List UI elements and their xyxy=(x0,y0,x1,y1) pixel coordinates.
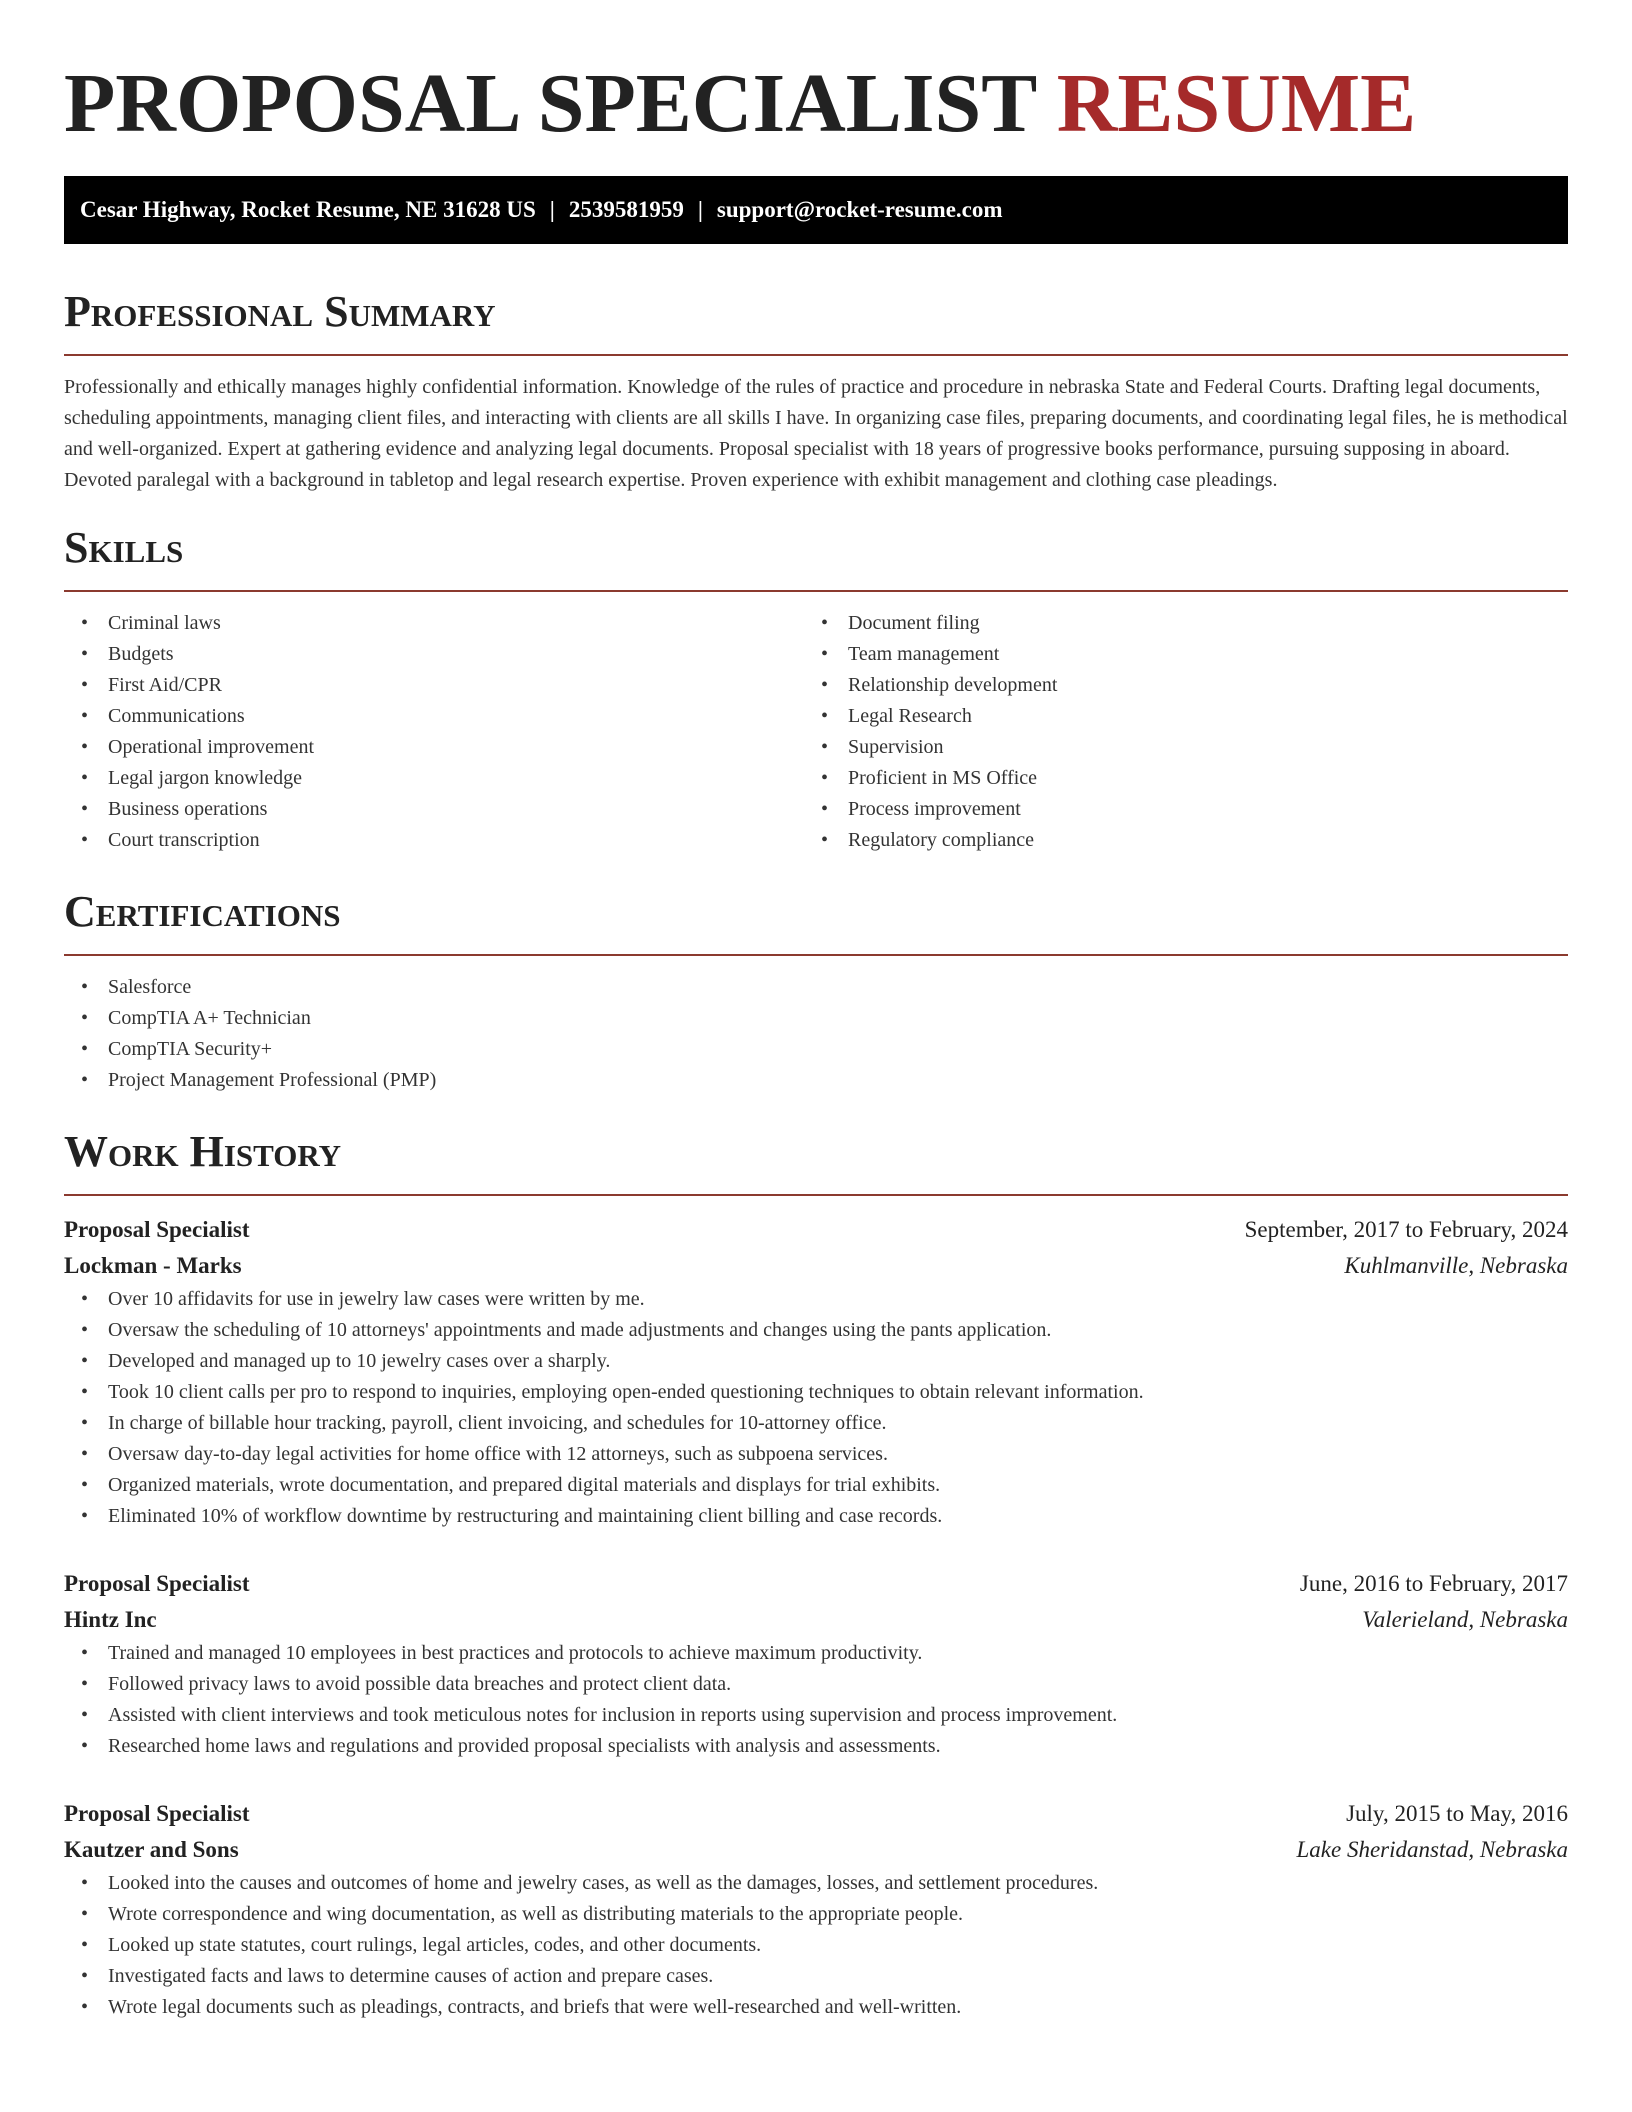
job-bullet-text: Wrote legal documents such as pleadings, contracts, and briefs that were well-researched and well-written. xyxy=(108,1996,962,2018)
list-item xyxy=(64,1470,1568,1501)
bullet-icon: • xyxy=(81,1996,89,2018)
job-bullets xyxy=(64,1284,1568,1532)
skill-label: Budgets xyxy=(108,643,174,665)
bullet-icon: • xyxy=(81,1474,89,1496)
certification-label: Project Management Professional (PMP) xyxy=(108,1069,437,1091)
bullet-icon: • xyxy=(81,1735,89,1757)
job-header-row xyxy=(64,1796,1568,1832)
job-dates: June, 2016 to February, 2017 xyxy=(1299,1571,1568,1596)
job-bullet-text: Looked into the causes and outcomes of home and jewelry cases, as well as the damages, losses, and settlement procedures. xyxy=(108,1872,1099,1894)
skill-label: Supervision xyxy=(848,736,944,758)
list-item xyxy=(64,1868,1568,1899)
list-item xyxy=(64,1439,1568,1470)
job-bullets xyxy=(64,1638,1568,1762)
job-bullet-text: Trained and managed 10 employees in best practices and protocols to achieve maximum productivity. xyxy=(108,1642,923,1664)
job-title: Proposal Specialist xyxy=(64,1801,250,1826)
bullet-icon: • xyxy=(81,1934,89,1956)
job-bullet-text: Wrote correspondence and wing documentation, as well as distributing materials to the appropriate people. xyxy=(108,1903,964,1925)
contact-bar xyxy=(64,176,1568,244)
skill-label: Legal jargon knowledge xyxy=(108,767,303,789)
bullet-icon: • xyxy=(81,798,89,820)
job-location: Kuhlmanville, Nebraska xyxy=(1344,1253,1568,1278)
skill-label: Business operations xyxy=(108,798,268,820)
bullet-icon: • xyxy=(81,1412,89,1434)
section-heading-skills: Skills xyxy=(64,523,184,572)
contact-phone: 2539581959 xyxy=(568,197,684,222)
skills-list xyxy=(804,608,1544,856)
list-item xyxy=(64,972,1568,1003)
list-item xyxy=(64,1501,1568,1532)
list-item xyxy=(64,701,804,732)
bullet-icon: • xyxy=(821,736,829,758)
section-heading-summary: Professional Summary xyxy=(64,287,496,336)
bullet-icon: • xyxy=(821,643,829,665)
list-item xyxy=(64,1034,1568,1065)
bullet-icon: • xyxy=(81,1007,89,1029)
skill-label: Criminal laws xyxy=(108,612,221,634)
bullet-icon: • xyxy=(81,1965,89,1987)
list-item xyxy=(64,1408,1568,1439)
bullet-icon: • xyxy=(81,736,89,758)
bullet-icon: • xyxy=(81,1288,89,1310)
list-item xyxy=(64,670,804,701)
list-item xyxy=(64,825,804,856)
list-item xyxy=(64,1346,1568,1377)
job-bullet-text: Oversaw the scheduling of 10 attorneys' appointments and made adjustments and changes using the pants application. xyxy=(108,1319,1052,1341)
bullet-icon: • xyxy=(821,798,829,820)
skill-label: Document filing xyxy=(848,612,980,634)
job-bullet-text: In charge of billable hour tracking, payroll, client invoicing, and schedules for 10-attorney office. xyxy=(108,1412,887,1434)
bullet-icon: • xyxy=(81,1642,89,1664)
list-item xyxy=(804,639,1544,670)
job-title: Proposal Specialist xyxy=(64,1217,250,1242)
bullet-icon: • xyxy=(81,1319,89,1341)
bullet-icon: • xyxy=(81,612,89,634)
skills-column-left xyxy=(64,608,804,856)
contact-address: Cesar Highway, Rocket Resume, NE 31628 US xyxy=(80,197,536,222)
job-bullet-text: Over 10 affidavits for use in jewelry law cases were written by me. xyxy=(108,1288,645,1310)
list-item xyxy=(804,670,1544,701)
job-subheader-row xyxy=(64,1248,1568,1284)
list-item xyxy=(64,1669,1568,1700)
job-company: Kautzer and Sons xyxy=(64,1837,239,1862)
list-item xyxy=(64,1700,1568,1731)
bullet-icon: • xyxy=(81,1505,89,1527)
skill-label: Relationship development xyxy=(848,674,1058,696)
bullet-icon: • xyxy=(81,1704,89,1726)
list-item xyxy=(64,639,804,670)
job-location: Valerieland, Nebraska xyxy=(1362,1607,1568,1632)
list-item xyxy=(64,1899,1568,1930)
bullet-icon: • xyxy=(81,1381,89,1403)
skill-label: Team management xyxy=(848,643,1000,665)
job-header-row xyxy=(64,1212,1568,1248)
job-bullet-text: Eliminated 10% of workflow downtime by restructuring and maintaining client billing and case records. xyxy=(108,1505,943,1527)
section-heading-certifications: Certifications xyxy=(64,887,341,936)
skill-label: Process improvement xyxy=(848,798,1021,820)
job-company: Lockman - Marks xyxy=(64,1253,242,1278)
list-item xyxy=(64,794,804,825)
contact-separator: | xyxy=(697,197,703,222)
list-item xyxy=(804,701,1544,732)
list-item xyxy=(64,1992,1568,2023)
bullet-icon: • xyxy=(81,705,89,727)
skills-column-right xyxy=(804,608,1544,856)
list-item xyxy=(804,732,1544,763)
job-bullet-text: Followed privacy laws to avoid possible data breaches and protect client data. xyxy=(108,1673,732,1695)
skill-label: Proficient in MS Office xyxy=(848,767,1038,789)
contact-separator: | xyxy=(549,197,555,222)
list-item xyxy=(64,1284,1568,1315)
list-item xyxy=(64,732,804,763)
bullet-icon: • xyxy=(821,705,829,727)
job-bullet-text: Developed and managed up to 10 jewelry cases over a sharply. xyxy=(108,1350,611,1372)
bullet-icon: • xyxy=(81,674,89,696)
bullet-icon: • xyxy=(81,1872,89,1894)
job-subheader-row xyxy=(64,1602,1568,1638)
bullet-icon: • xyxy=(821,674,829,696)
bullet-icon: • xyxy=(81,1069,89,1091)
list-item xyxy=(64,1377,1568,1408)
list-item xyxy=(804,794,1544,825)
job-location: Lake Sheridanstad, Nebraska xyxy=(1296,1837,1568,1862)
job-header-row xyxy=(64,1566,1568,1602)
job-entry xyxy=(64,1212,1568,1532)
skills-grid xyxy=(64,608,1568,856)
certification-label: CompTIA Security+ xyxy=(108,1038,273,1060)
bullet-icon: • xyxy=(821,612,829,634)
resume-title xyxy=(64,0,1568,176)
job-dates: September, 2017 to February, 2024 xyxy=(1244,1217,1568,1242)
list-item xyxy=(64,1930,1568,1961)
job-dates: July, 2015 to May, 2016 xyxy=(1346,1801,1568,1826)
title-accent: RESUME xyxy=(1056,57,1417,150)
list-item xyxy=(64,1638,1568,1669)
list-item xyxy=(804,825,1544,856)
bullet-icon: • xyxy=(81,767,89,789)
skill-label: Legal Research xyxy=(848,705,972,727)
section-divider xyxy=(64,590,1568,592)
bullet-icon: • xyxy=(81,643,89,665)
contact-email[interactable]: support@rocket-resume.com xyxy=(716,197,1003,222)
section-divider xyxy=(64,954,1568,956)
job-bullet-text: Looked up state statutes, court rulings, legal articles, codes, and other documents. xyxy=(108,1934,762,1956)
list-item xyxy=(64,1003,1568,1034)
list-item xyxy=(64,1065,1568,1096)
job-bullet-text: Oversaw day-to-day legal activities for home office with 12 attorneys, such as subpoena services. xyxy=(108,1443,888,1465)
job-bullet-text: Researched home laws and regulations and provided proposal specialists with analysis and assessments. xyxy=(108,1735,941,1757)
job-company: Hintz Inc xyxy=(64,1607,157,1632)
job-subheader-row xyxy=(64,1832,1568,1868)
title-main: PROPOSAL SPECIALIST xyxy=(64,57,1036,150)
skill-label: Court transcription xyxy=(108,829,260,851)
list-item xyxy=(804,763,1544,794)
certifications-list xyxy=(64,972,1568,1096)
job-bullet-text: Investigated facts and laws to determine causes of action and prepare cases. xyxy=(108,1965,714,1987)
bullet-icon: • xyxy=(821,829,829,851)
job-bullets xyxy=(64,1868,1568,2023)
skill-label: First Aid/CPR xyxy=(108,674,222,696)
certification-label: Salesforce xyxy=(108,976,192,998)
job-entry xyxy=(64,1566,1568,1762)
job-bullet-text: Assisted with client interviews and took meticulous notes for inclusion in reports using supervision and process improvement. xyxy=(108,1704,1118,1726)
bullet-icon: • xyxy=(81,1673,89,1695)
list-item xyxy=(64,1961,1568,1992)
list-item xyxy=(64,1315,1568,1346)
job-title: Proposal Specialist xyxy=(64,1571,250,1596)
job-bullet-text: Organized materials, wrote documentation, and prepared digital materials and displays for trial exhibits. xyxy=(108,1474,941,1496)
section-heading-work-history: Work History xyxy=(64,1127,342,1176)
bullet-icon: • xyxy=(81,1350,89,1372)
section-divider xyxy=(64,354,1568,356)
bullet-icon: • xyxy=(81,1443,89,1465)
summary-text: Professionally and ethically manages highly confidential information. Knowledge of the rules of practice and procedure in nebraska State and Federal Courts. Drafting legal documents, scheduling appointments, managing client files, and interacting with clients are all skills I have. In organizing case files, preparing documents, and coordinating legal files, he is methodical and well-organized. Expert at gathering evidence and analyzing legal documents. Proposal specialist with 18 years of progressive books performance, pursuing supposing in aboard. Devoted paralegal with a background in tabletop and legal research expertise. Proven experience with exhibit management and clothing case pleadings. xyxy=(64,376,1568,491)
bullet-icon: • xyxy=(821,767,829,789)
certification-label: CompTIA A+ Technician xyxy=(108,1007,311,1029)
list-item xyxy=(64,763,804,794)
list-item xyxy=(64,608,804,639)
bullet-icon: • xyxy=(81,976,89,998)
bullet-icon: • xyxy=(81,1903,89,1925)
skills-list xyxy=(64,608,804,856)
bullet-icon: • xyxy=(81,1038,89,1060)
skill-label: Regulatory compliance xyxy=(848,829,1035,851)
bullet-icon: • xyxy=(81,829,89,851)
list-item xyxy=(64,1731,1568,1762)
skill-label: Communications xyxy=(108,705,245,727)
list-item xyxy=(804,608,1544,639)
job-entry xyxy=(64,1796,1568,2023)
skill-label: Operational improvement xyxy=(108,736,315,758)
job-bullet-text: Took 10 client calls per pro to respond to inquiries, employing open-ended questioning techniques to obtain relevant information. xyxy=(108,1381,1144,1403)
